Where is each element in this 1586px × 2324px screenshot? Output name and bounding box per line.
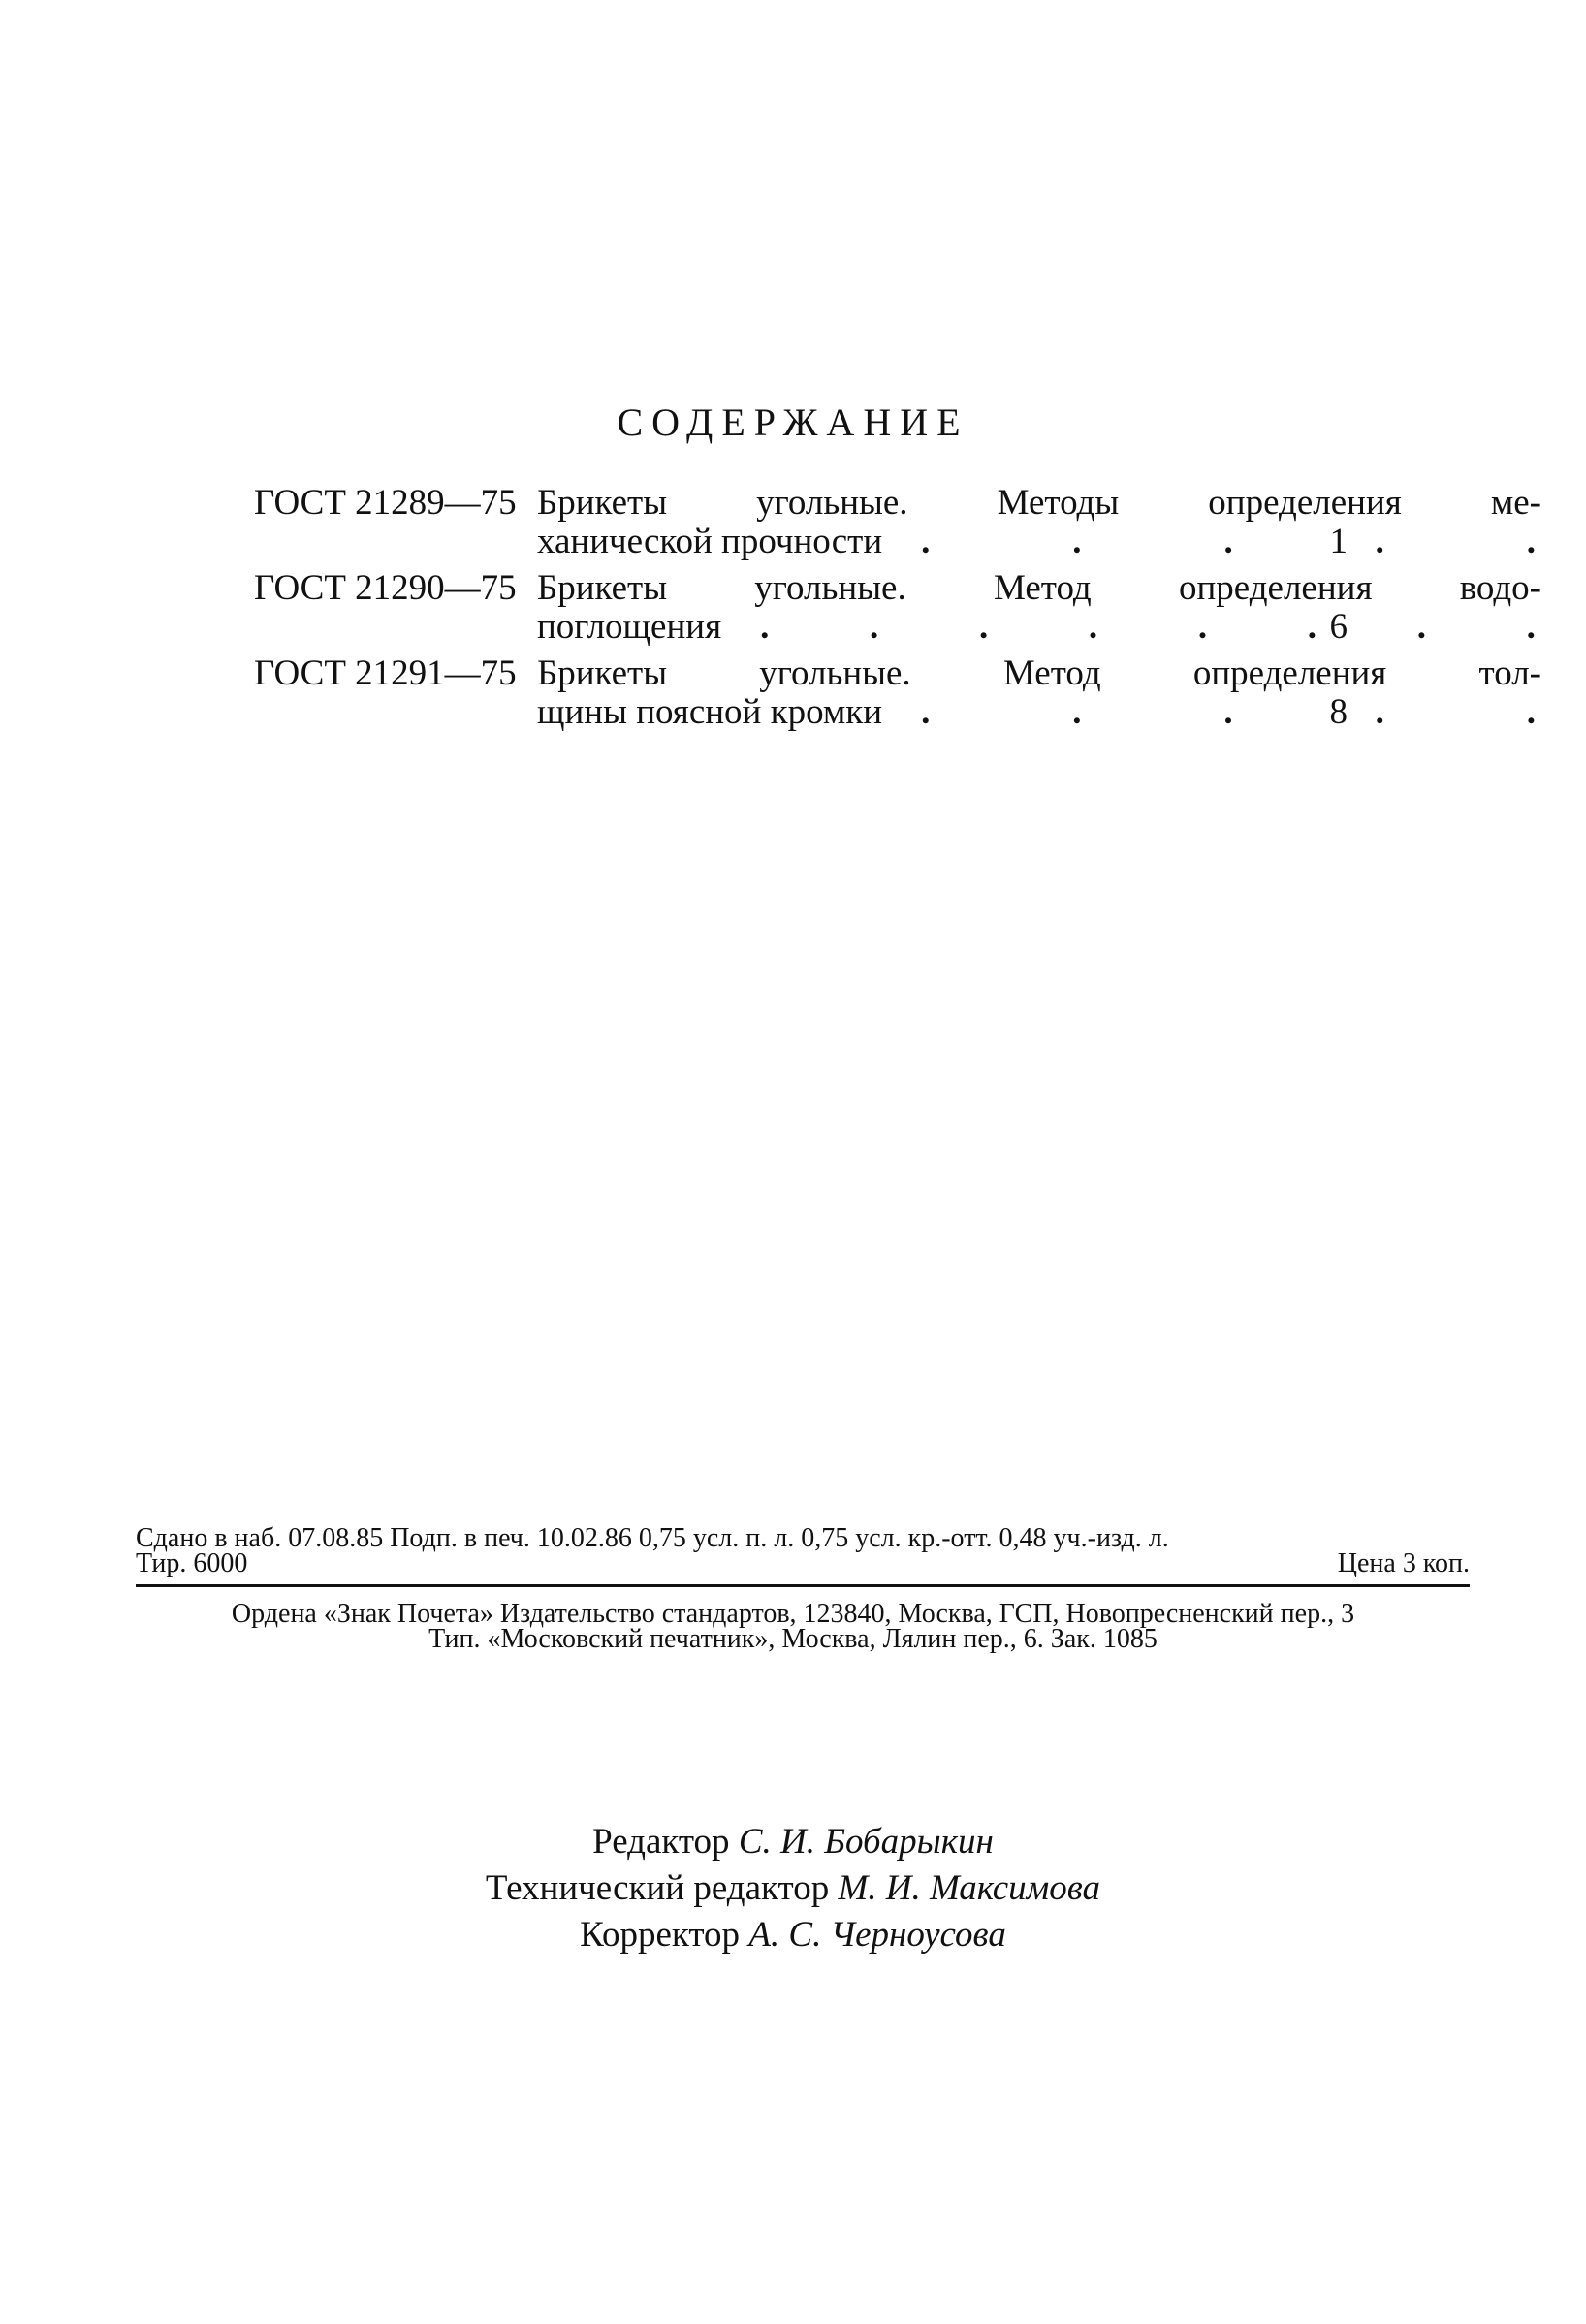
tech-editor-role: Технический редактор: [485, 1868, 830, 1908]
toc-entry-second-line: [537, 608, 1541, 647]
publisher-line: Ордена «Знак Почета» Издательство стандартов, 123840, Москва, ГСП, Новопресненский пер., 3: [231, 1599, 1355, 1629]
toc-entry-title-line2: щины поясной кромки: [537, 692, 883, 732]
proofreader-role: Корректор: [580, 1915, 741, 1955]
toc-entry-title-line1: Брикеты угольные. Метод определения тол-: [537, 653, 1541, 693]
toc-leader-dots: . . . . .: [921, 692, 1536, 732]
imprint-print-dates: Сдано в наб. 07.08.85 Подп. в печ. 10.02.86 0,75 усл. п. л. 0,75 усл. кр.-отт. 0,48 уч.-изд. л.: [136, 1523, 1169, 1553]
editor-name: С. И. Бобарыкин: [738, 1822, 994, 1862]
proofreader-name: А. С. Черноусова: [748, 1915, 1006, 1955]
table-of-contents: [254, 483, 1541, 740]
toc-entry-page: 1: [1329, 522, 1348, 561]
toc-entry-code: ГОСТ 21289—75: [254, 483, 517, 523]
toc-leader-dots: . . . . . . . .: [760, 607, 1536, 647]
toc-entry-title-line1: Брикеты угольные. Методы определения ме-: [537, 483, 1541, 523]
editor-credit: [0, 1819, 1586, 1865]
imprint-circulation-row: [136, 1548, 1470, 1578]
toc-entry-code: ГОСТ 21291—75: [254, 653, 517, 693]
printer-line: Тип. «Московский печатник», Москва, Лялин пер., 6. Зак. 1085: [428, 1624, 1158, 1654]
toc-entry-code: ГОСТ 21290—75: [254, 568, 517, 608]
toc-entry-second-line: [537, 523, 1541, 561]
toc-entry-page: 8: [1329, 692, 1348, 732]
imprint-print-details: [136, 1523, 1470, 1553]
publisher-block: [0, 1599, 1586, 1654]
tech-editor-credit: [0, 1865, 1586, 1912]
proofreader-credit: [0, 1912, 1586, 1958]
toc-entry[interactable]: [254, 568, 1541, 654]
imprint-price: Цена 3 коп.: [1337, 1548, 1470, 1578]
toc-entry-second-line: [537, 693, 1541, 732]
editor-role: Редактор: [592, 1822, 730, 1862]
toc-entry-page: 6: [1329, 607, 1348, 647]
toc-leader-dots: . . . . .: [921, 522, 1536, 561]
credits-block: [0, 1819, 1586, 1958]
imprint-circulation: Тир. 6000: [136, 1548, 248, 1578]
toc-entry-title-line2: поглощения: [537, 607, 722, 647]
imprint-block: [136, 1523, 1470, 1578]
imprint-divider: [136, 1584, 1470, 1587]
toc-title: СОДЕРЖАНИЕ: [617, 400, 969, 444]
toc-entry[interactable]: [254, 653, 1541, 740]
toc-entry-title-line1: Брикеты угольные. Метод определения водо-: [537, 568, 1541, 608]
tech-editor-name: М. И. Максимова: [838, 1868, 1101, 1908]
toc-entry[interactable]: [254, 483, 1541, 569]
toc-entry-title-line2: ханической прочности: [537, 522, 883, 561]
